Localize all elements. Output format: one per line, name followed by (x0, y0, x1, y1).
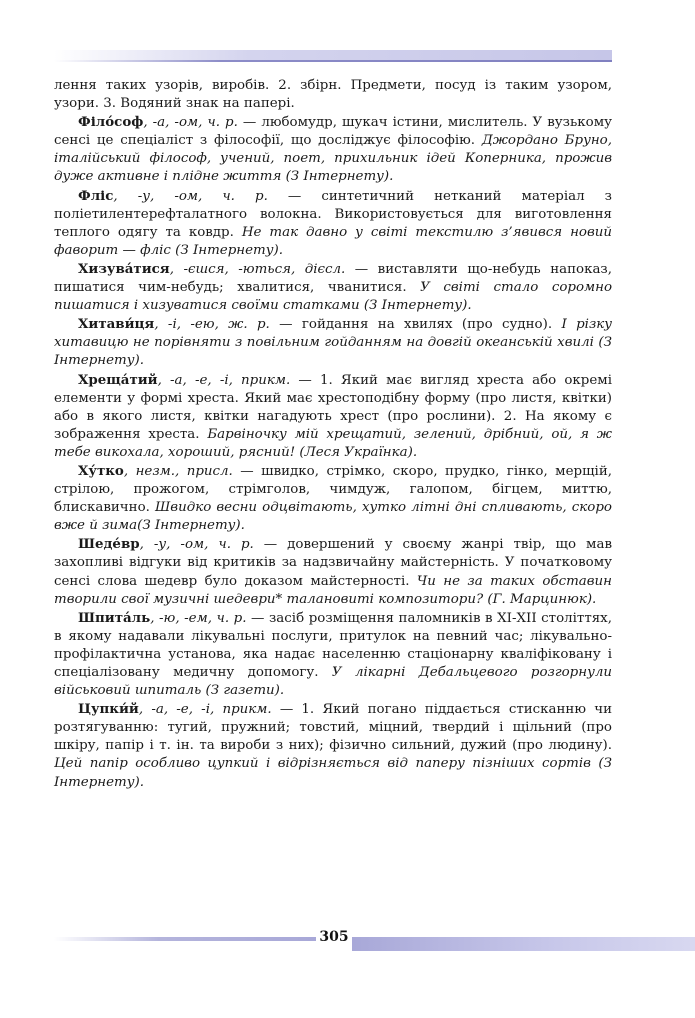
example: Не так давно у світі текстилю з’явився новий фаворит — фліс (З Інтернету). (54, 224, 613, 258)
grammar-note: , -у, -ом, ч. р. (139, 537, 254, 553)
headword: Хреща́тий (78, 371, 158, 388)
dictionary-entry (54, 462, 612, 535)
headword: Філо́соф (78, 114, 144, 131)
definition: — гойдання на хвилях (про судно). (269, 317, 562, 333)
headword: Ху́тко (78, 462, 124, 479)
continuation-paragraph: лення таких узорів, виробів. 2. збірн. Предмети, посуд із таким узором, узори. 3. Водяний знак на папері. (54, 78, 612, 112)
definition: — синтетичний нетканий матеріал з поліетилентерефталатного волокна. Використовується для виготовлення теплого одягу та ковдр. (54, 188, 612, 240)
definition: — виставляти що-небудь напоказ, пишатися чим-небудь; хвалитися, чванитися. (54, 261, 612, 296)
header-rule (54, 50, 612, 62)
footer-rule-left (54, 937, 316, 941)
example: У лікарні Дебальцевого розгорнули військовий шпиталь (З газети). (54, 665, 612, 699)
dictionary-entry (54, 609, 612, 700)
definition: — 1. Який погано піддається стисканню чи розтягуванню: тугий, пружний; товстий, міцний, твердий і щільний (про шкіру, папір і т. ін. та вироби з них); фізично сильний, дужий (про людину). (54, 702, 612, 754)
definition: — швидко, стрімко, скоро, прудко, гінко, мерщій, стрілою, прожогом, стрімголов, чимдуж, галопом, бігцем, миттю, блискавично. (54, 463, 612, 516)
grammar-note: , -а, -е, -і, прикм. (157, 372, 291, 388)
dictionary-entry (54, 113, 612, 186)
example: Цей папір особливо цупкий і відрізняється від паперу пізніших сортів (З Інтернету). (54, 756, 612, 790)
example: І різку хитавицю не порівняти з повільним гойданням на довгій океанській хвилі (З Інтернету). (54, 317, 613, 369)
example: Чи не за таких обставин творили свої музичні шедеври* талановиті композитори? (Г. Марцинюк). (54, 573, 612, 607)
headword: Шеде́вр (78, 536, 140, 553)
definition: — 1. Який має вигляд хреста або окремі елементи у формі хреста. Який має хрестоподібну форму (про листя, квітки) або в якого листя, квітки нагадують хрест (про рослини). 2. На якому є зображення хреста. (54, 372, 612, 442)
headword: Цупки́й (78, 701, 139, 718)
example: Джордано Бруно, італійський філософ, учений, поет, прихильник ідей Коперника, прожив дуже активне і плідне життя (З Інтернету). (54, 133, 613, 185)
grammar-note: , -ю, -ем, ч. р. (150, 610, 247, 626)
footer-rule-right (352, 937, 695, 951)
definition: — довершений у своєму жанрі твір, що мав захопливі відгуки від критиків за надзвичайну майстерність. У початковому сенсі слова шедевр було доказом майстерності. (54, 537, 612, 589)
headword: Хизува́тися (78, 260, 170, 277)
grammar-note: , -у, -ом, ч. р. (113, 188, 268, 204)
definition: — засіб розміщення паломників в ХІ-ХІІ століттях, в якому надавали лікувальні послуги, притулок на певний час; лікувально-профілактична установа, яка надає населенню стаціонарну кваліфіковану і спеціалізовану медичну допомогу. (54, 610, 612, 680)
dictionary-entry (54, 315, 612, 370)
example: Швидко весни одцвітають, хутко літні дні спливають, скоро вже й зима(З Інтернету). (54, 500, 612, 534)
grammar-note: , -а, -ом, ч. р. (143, 115, 238, 131)
dictionary-text (54, 77, 612, 792)
headword: Шпита́ль (78, 609, 151, 626)
grammar-note: , -а, -е, -і, прикм. (138, 702, 272, 718)
page-number: 305 (319, 929, 349, 945)
grammar-note: , незм., присл. (123, 463, 233, 479)
headword: Хитави́ця (78, 316, 155, 333)
definition: — любомудр, шукач істини, мислитель. У вузькому сенсі це спеціаліст з філософії, що досліджує філософію. (54, 115, 612, 149)
dictionary-entry (54, 371, 612, 462)
grammar-note: , -і, -ею, ж. р. (154, 317, 270, 333)
grammar-note: , -єшся, -ються, дієсл. (169, 261, 346, 277)
example: У світі стало соромно пишатися і хизуватися своїми статками (З Інтернету). (54, 280, 613, 314)
dictionary-entry (54, 260, 612, 315)
dictionary-entry (54, 700, 612, 791)
dictionary-entry (54, 535, 612, 608)
example: Барвіночку мій хрещатий, зелений, дрібний, ой, я ж тебе викохала, хороший, рясний! (Леся Українка). (54, 426, 612, 460)
headword: Фліс (78, 187, 114, 204)
dictionary-entry (54, 187, 612, 260)
